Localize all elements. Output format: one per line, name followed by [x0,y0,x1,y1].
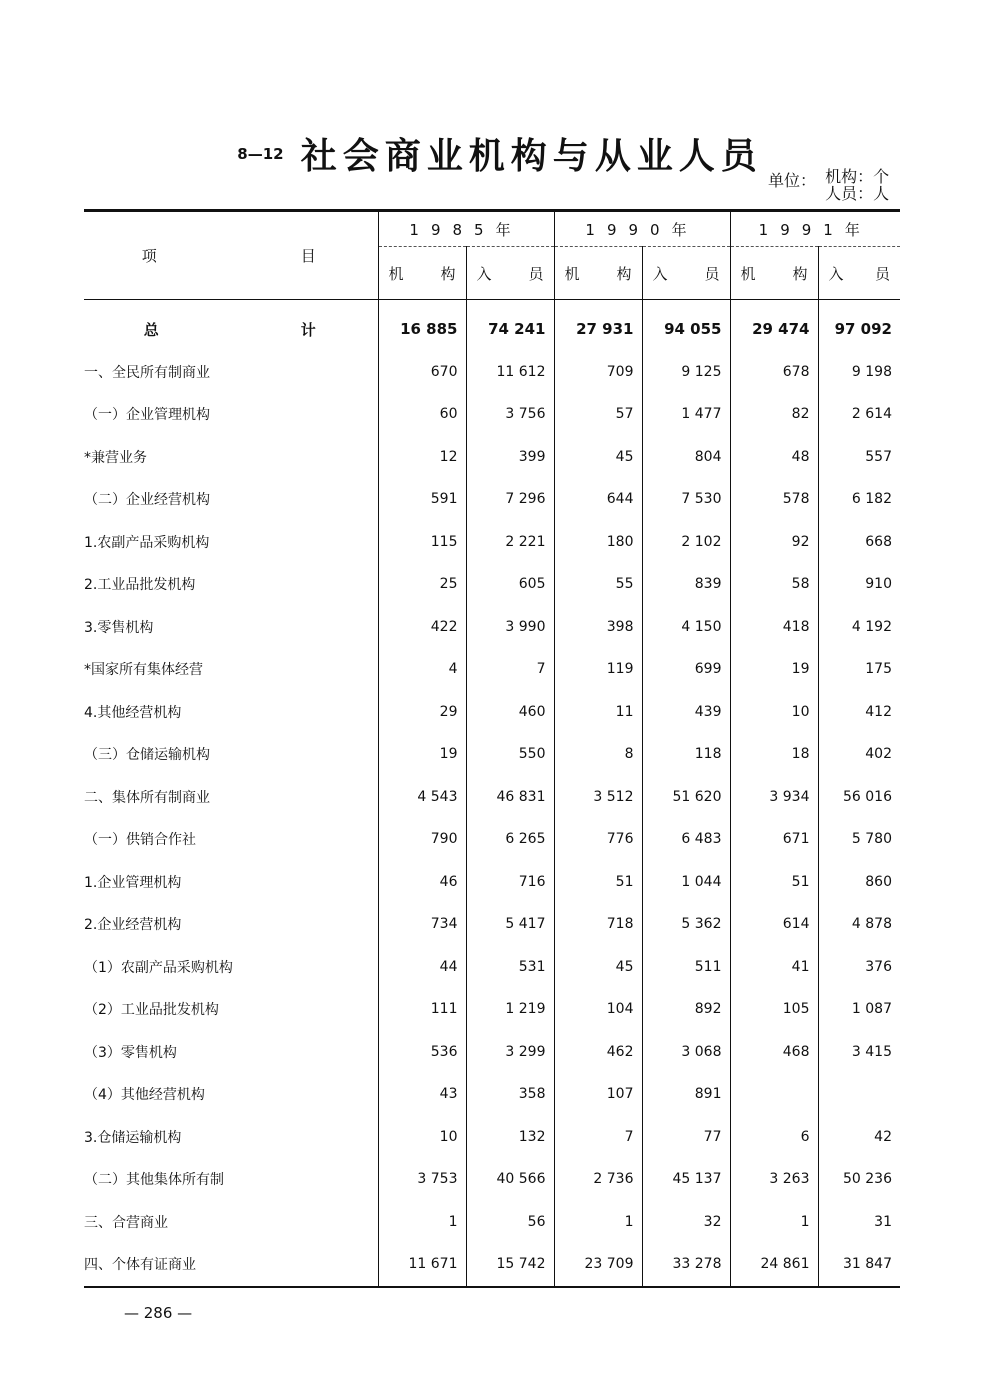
value-cell: 716 [466,861,554,904]
row-label: （4）其他经营机构 [84,1087,205,1104]
value-cell: 118 [642,733,730,776]
value-cell: 614 [730,903,818,946]
row-label: （一）企业管理机构 [84,407,210,424]
value-cell: 132 [466,1116,554,1159]
row-label: （1）农副产品采购机构 [84,959,233,976]
value-cell: 460 [466,691,554,734]
value-cell: 18 [730,733,818,776]
value-cell: 3 415 [818,1031,900,1074]
table-row [84,606,900,649]
unit-note [768,168,889,202]
value-cell: 892 [642,988,730,1031]
value-cell: 2 736 [554,1158,642,1201]
value-cell: 10 [730,691,818,734]
value-cell: 23 709 [554,1243,642,1287]
value-cell: 531 [466,946,554,989]
value-cell: 11 612 [466,351,554,394]
table-row [84,1201,900,1244]
value-cell: 46 831 [466,776,554,819]
value-cell: 4 192 [818,606,900,649]
value-cell: 11 671 [378,1243,466,1287]
value-cell: 536 [378,1031,466,1074]
value-cell: 16 885 [378,308,466,351]
year-header-1990: 1990年 [554,212,730,247]
col-header-institutions: 机 构 [730,247,818,300]
value-cell: 1 [554,1201,642,1244]
value-cell: 11 [554,691,642,734]
table-row [84,691,900,734]
value-cell: 6 182 [818,478,900,521]
value-cell: 6 483 [642,818,730,861]
table-row [84,521,900,564]
value-cell: 591 [378,478,466,521]
value-cell: 5 780 [818,818,900,861]
item-header: 项 目 [84,212,378,300]
row-label: 1.农副产品采购机构 [84,534,210,551]
col-header-personnel: 入 员 [818,247,900,300]
value-cell: 119 [554,648,642,691]
value-cell: 19 [730,648,818,691]
table-row [84,1158,900,1201]
value-cell: 671 [730,818,818,861]
value-cell: 550 [466,733,554,776]
table-row [84,351,900,394]
row-label: 总 计 [143,320,318,339]
table-row [84,1073,900,1116]
value-cell: 8 [554,733,642,776]
row-label: 二、集体所有制商业 [84,789,210,806]
col-header-personnel: 入 员 [466,247,554,300]
value-cell: 45 [554,946,642,989]
value-cell: 33 278 [642,1243,730,1287]
value-cell: 1 087 [818,988,900,1031]
value-cell: 92 [730,521,818,564]
value-cell: 175 [818,648,900,691]
table-row [84,861,900,904]
value-cell: 12 [378,436,466,479]
table-row [84,1243,900,1287]
value-cell: 74 241 [466,308,554,351]
value-cell: 7 [466,648,554,691]
row-label: 3.零售机构 [84,619,154,636]
row-label: 3.仓储运输机构 [84,1129,182,1146]
value-cell: 4 150 [642,606,730,649]
value-cell: 7 [554,1116,642,1159]
value-cell: 48 [730,436,818,479]
value-cell: 678 [730,351,818,394]
table-row-total [84,308,900,351]
value-cell: 29 474 [730,308,818,351]
value-cell: 180 [554,521,642,564]
value-cell: 105 [730,988,818,1031]
value-cell: 97 092 [818,308,900,351]
table-row [84,393,900,436]
row-label: *兼营业务 [84,449,147,466]
value-cell: 1 [378,1201,466,1244]
value-cell: 44 [378,946,466,989]
value-cell: 111 [378,988,466,1031]
value-cell: 3 512 [554,776,642,819]
value-cell: 644 [554,478,642,521]
table-row [84,903,900,946]
value-cell: 31 847 [818,1243,900,1287]
value-cell: 24 861 [730,1243,818,1287]
value-cell: 3 753 [378,1158,466,1201]
value-cell: 94 055 [642,308,730,351]
value-cell: 82 [730,393,818,436]
value-cell: 4 543 [378,776,466,819]
value-cell: 60 [378,393,466,436]
col-header-institutions: 机 构 [554,247,642,300]
value-cell: 45 137 [642,1158,730,1201]
value-cell: 699 [642,648,730,691]
value-cell: 860 [818,861,900,904]
value-cell: 5 362 [642,903,730,946]
value-cell: 77 [642,1116,730,1159]
table-row [84,818,900,861]
value-cell: 462 [554,1031,642,1074]
value-cell: 557 [818,436,900,479]
value-cell [818,1073,900,1116]
year-header-1985: 1985年 [378,212,554,247]
value-cell: 43 [378,1073,466,1116]
value-cell: 15 742 [466,1243,554,1287]
value-cell: 734 [378,903,466,946]
value-cell: 399 [466,436,554,479]
value-cell: 511 [642,946,730,989]
value-cell: 3 990 [466,606,554,649]
unit-label: 单位： [768,171,817,190]
value-cell: 32 [642,1201,730,1244]
value-cell: 7 530 [642,478,730,521]
value-cell: 6 [730,1116,818,1159]
value-cell: 2 221 [466,521,554,564]
value-cell: 50 236 [818,1158,900,1201]
value-cell: 402 [818,733,900,776]
value-cell: 42 [818,1116,900,1159]
value-cell: 839 [642,563,730,606]
table-row [84,988,900,1031]
value-cell: 55 [554,563,642,606]
value-cell: 3 263 [730,1158,818,1201]
value-cell: 668 [818,521,900,564]
table-row [84,1031,900,1074]
value-cell: 1 477 [642,393,730,436]
value-cell: 9 198 [818,351,900,394]
value-cell: 2 102 [642,521,730,564]
value-cell: 10 [378,1116,466,1159]
value-cell: 104 [554,988,642,1031]
value-cell: 605 [466,563,554,606]
value-cell: 4 878 [818,903,900,946]
value-cell: 31 [818,1201,900,1244]
value-cell: 29 [378,691,466,734]
table-row [84,946,900,989]
value-cell: 3 934 [730,776,818,819]
table-row [84,563,900,606]
table-number: 8—12 [237,144,284,163]
row-label: （三）仓储运输机构 [84,747,210,764]
value-cell: 891 [642,1073,730,1116]
value-cell: 3 299 [466,1031,554,1074]
value-cell: 1 219 [466,988,554,1031]
value-cell: 5 417 [466,903,554,946]
value-cell: 2 614 [818,393,900,436]
value-cell: 804 [642,436,730,479]
col-header-institutions: 机 构 [378,247,466,300]
col-header-personnel: 入 员 [642,247,730,300]
value-cell: 670 [378,351,466,394]
value-cell: 468 [730,1031,818,1074]
value-cell: 46 [378,861,466,904]
value-cell: 412 [818,691,900,734]
value-cell: 418 [730,606,818,649]
value-cell: 3 068 [642,1031,730,1074]
value-cell: 4 [378,648,466,691]
row-label: *国家所有集体经营 [84,662,203,679]
value-cell: 51 [730,861,818,904]
row-label: 2.企业经营机构 [84,917,182,934]
value-cell: 6 265 [466,818,554,861]
value-cell: 40 566 [466,1158,554,1201]
row-label: （二）企业经营机构 [84,492,210,509]
value-cell: 19 [378,733,466,776]
value-cell: 358 [466,1073,554,1116]
row-label: 三、合营商业 [84,1214,168,1231]
table-row [84,1116,900,1159]
table-title: 社会商业机构与从业人员 [300,135,763,177]
value-cell: 7 296 [466,478,554,521]
value-cell: 1 [730,1201,818,1244]
row-label: 四、个体有证商业 [84,1257,196,1274]
value-cell: 1 044 [642,861,730,904]
value-cell: 3 756 [466,393,554,436]
row-label: 4.其他经营机构 [84,704,182,721]
value-cell: 790 [378,818,466,861]
value-cell: 422 [378,606,466,649]
table-row [84,733,900,776]
value-cell: 56 016 [818,776,900,819]
value-cell: 25 [378,563,466,606]
value-cell: 9 125 [642,351,730,394]
unit-personnel: 人员：人 [825,184,890,203]
value-cell: 439 [642,691,730,734]
row-label: 一、全民所有制商业 [84,364,210,381]
value-cell: 776 [554,818,642,861]
value-cell: 41 [730,946,818,989]
value-cell: 51 620 [642,776,730,819]
page-number: — 286 — [124,1304,193,1322]
value-cell [730,1073,818,1116]
row-label: （一）供销合作社 [84,832,196,849]
row-label: 2.工业品批发机构 [84,577,196,594]
value-cell: 56 [466,1201,554,1244]
table-row [84,648,900,691]
table-row [84,478,900,521]
row-label: （2）工业品批发机构 [84,1002,219,1019]
value-cell: 578 [730,478,818,521]
table-row [84,436,900,479]
value-cell: 718 [554,903,642,946]
data-table [84,209,900,1288]
value-cell: 57 [554,393,642,436]
row-label: （二）其他集体所有制 [84,1172,224,1189]
value-cell: 709 [554,351,642,394]
year-header-1991: 1991年 [730,212,900,247]
unit-institutions: 机构：个 [825,167,890,186]
row-label: 1.企业管理机构 [84,874,182,891]
value-cell: 910 [818,563,900,606]
table-row [84,776,900,819]
value-cell: 398 [554,606,642,649]
row-label: （3）零售机构 [84,1044,177,1061]
value-cell: 115 [378,521,466,564]
value-cell: 376 [818,946,900,989]
value-cell: 107 [554,1073,642,1116]
value-cell: 58 [730,563,818,606]
value-cell: 51 [554,861,642,904]
value-cell: 27 931 [554,308,642,351]
value-cell: 45 [554,436,642,479]
